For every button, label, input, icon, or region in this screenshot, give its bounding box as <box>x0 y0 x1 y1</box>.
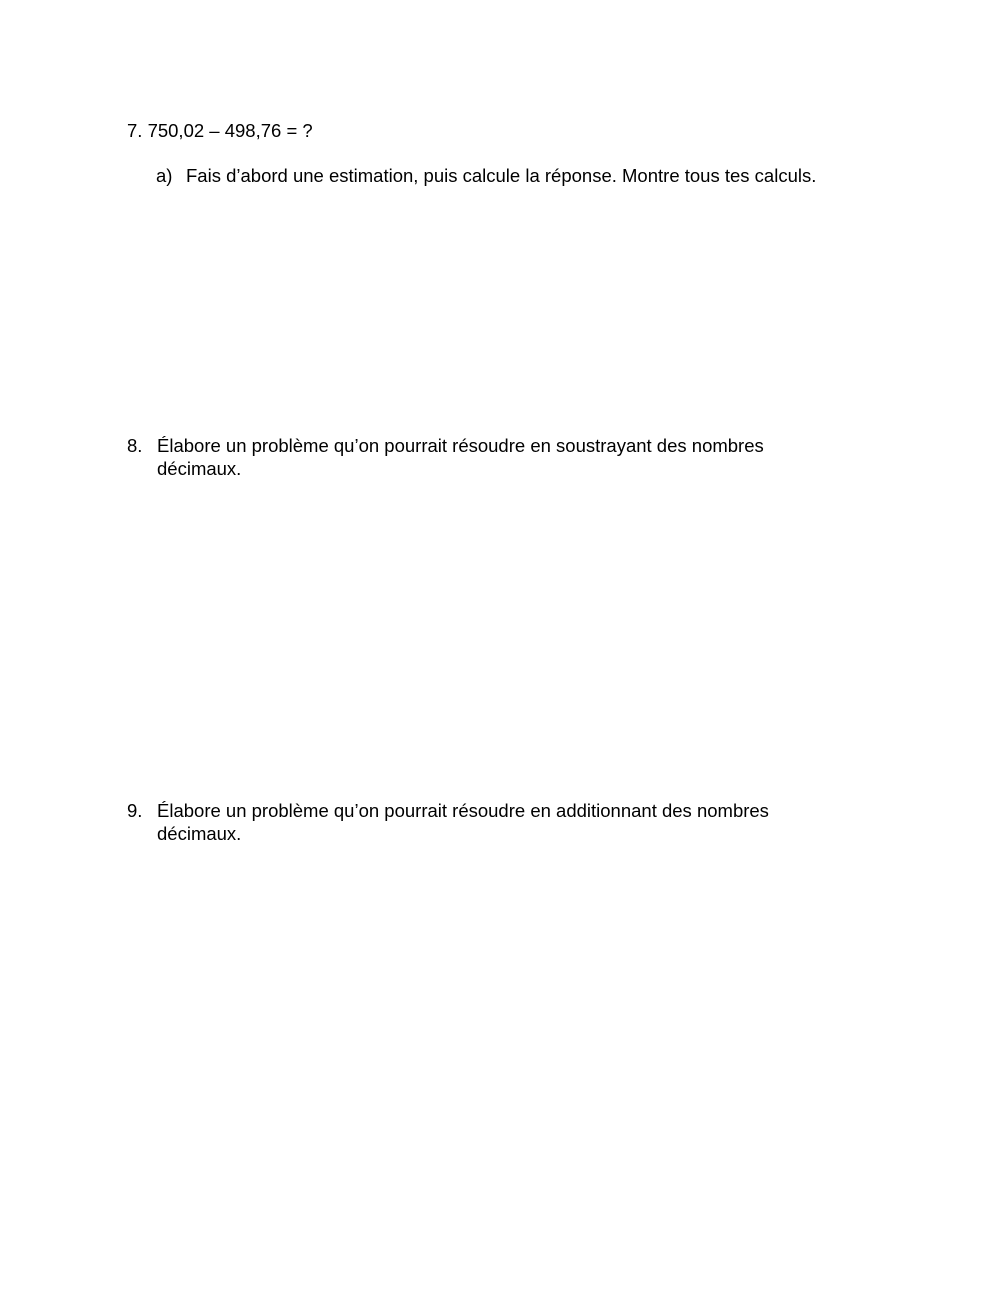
question-9-text: Élabore un problème qu’on pourrait résoudre en additionnant des nombres décimaux. <box>157 800 769 844</box>
question-7-heading: 7. 750,02 – 498,76 = ? <box>127 120 313 141</box>
question-7a-marker: a) <box>156 165 173 186</box>
question-8-number: 8. <box>127 435 143 456</box>
answer-space-7[interactable] <box>127 215 827 415</box>
question-7a-text: Fais d’abord une estimation, puis calcule la réponse. Montre tous tes calculs. <box>186 165 817 186</box>
question-9-number: 9. <box>127 800 143 821</box>
answer-space-9[interactable] <box>127 850 827 1250</box>
question-8-text: Élabore un problème qu’on pourrait résoudre en soustrayant des nombres décimaux. <box>157 435 764 479</box>
answer-space-8[interactable] <box>127 485 827 775</box>
